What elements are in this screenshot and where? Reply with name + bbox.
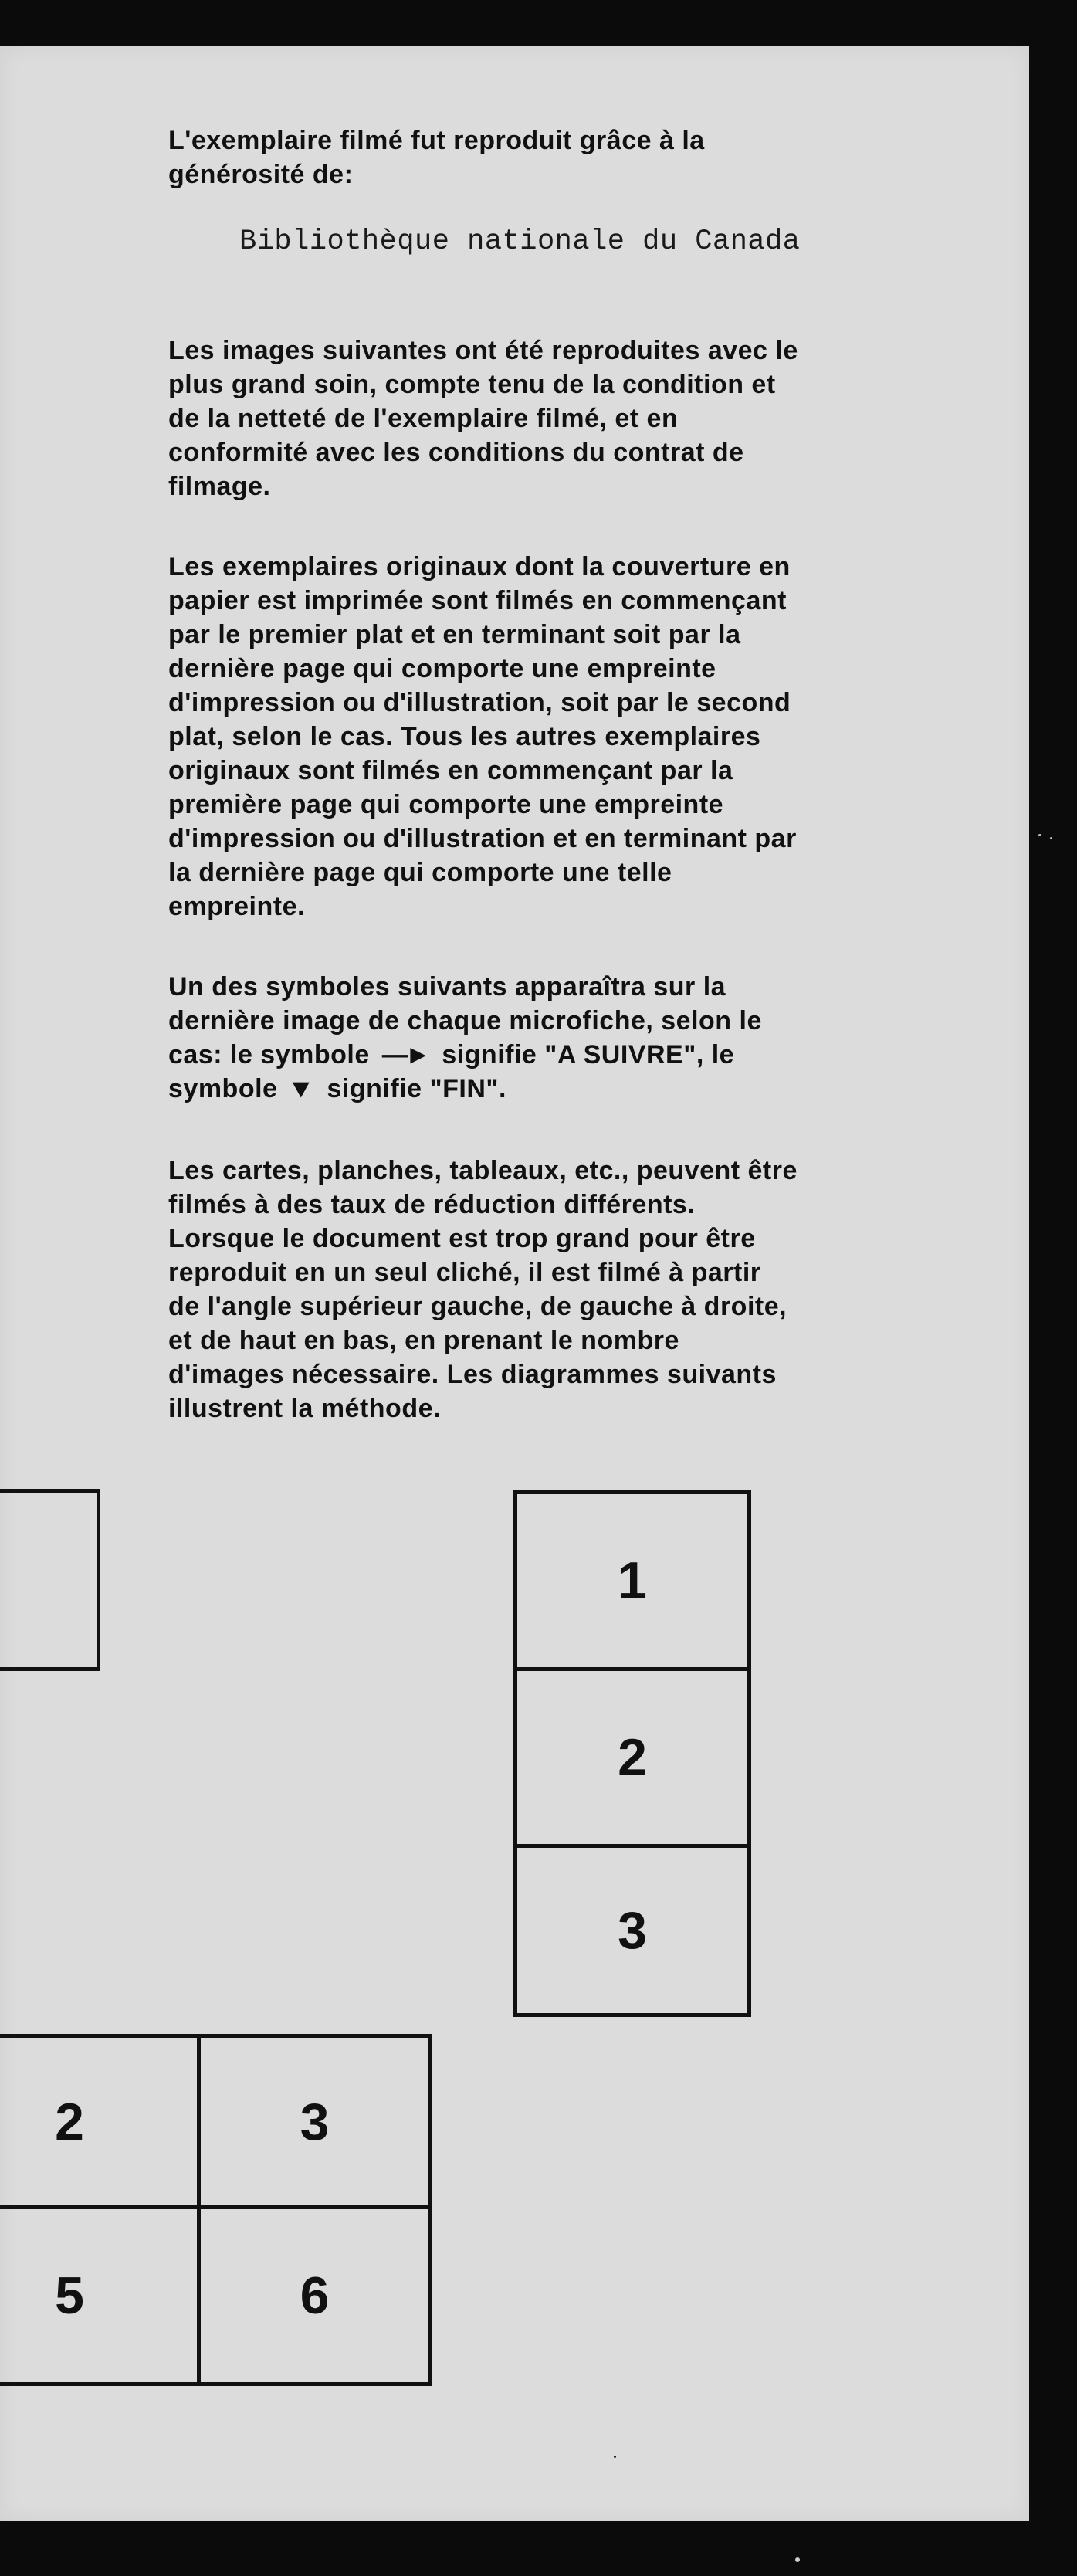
text-fragment: signifie "FIN". <box>327 1074 506 1103</box>
text-fragment: cas: le symbole <box>168 1040 370 1069</box>
text-line: filmage. <box>168 472 271 501</box>
text-line: filmés à des taux de réduction différents. <box>168 1190 696 1219</box>
paragraph-symbols <box>168 970 940 1106</box>
paragraph-quality <box>168 334 940 503</box>
text-line: Les exemplaires originaux dont la couverture en <box>168 552 791 581</box>
frame-number: 3 <box>300 2092 330 2151</box>
frame-number: 3 <box>618 1901 647 1960</box>
text-line: dernière page qui comporte une empreinte <box>168 654 716 683</box>
frame-number: 5 <box>55 2266 84 2325</box>
document-page <box>0 46 1029 2521</box>
text-line: conformité avec les conditions du contrat de <box>168 438 744 467</box>
text-line: illustrent la méthode. <box>168 1394 441 1423</box>
frame-number: 2 <box>55 2092 84 2151</box>
text-line: reproduit en un seul cliché, il est filmé à partir <box>168 1258 761 1287</box>
frame-number: 1 <box>618 1551 647 1610</box>
paragraph-method <box>168 1154 940 1425</box>
intro-text <box>168 124 940 192</box>
text-line: papier est imprimée sont filmés en commençant <box>168 586 787 615</box>
text-line: Lorsque le document est trop grand pour être <box>168 1224 756 1253</box>
text-fragment: symbole <box>168 1074 278 1103</box>
text-line: dernière image de chaque microfiche, selon le <box>168 1006 762 1035</box>
library-credit: Bibliothèque nationale du Canada <box>239 225 801 258</box>
arrow-right-icon: —► <box>381 1040 428 1069</box>
diagram-grid <box>0 2034 432 2386</box>
intro-line-2: générosité de: <box>168 160 354 189</box>
diagram-single-frame <box>0 1489 100 1671</box>
text-fragment: signifie "A SUIVRE", le <box>442 1040 735 1069</box>
text-line: originaux sont filmés en commençant par la <box>168 756 733 785</box>
intro-line-1: L'exemplaire filmé fut reproduit grâce à la <box>168 126 705 155</box>
text-line: empreinte. <box>168 892 305 921</box>
frame-number: 2 <box>618 1728 647 1787</box>
text-line: plat, selon le cas. Tous les autres exemplaires <box>168 722 761 751</box>
text-line: par le premier plat et en terminant soit par la <box>168 620 741 649</box>
text-line: la dernière page qui comporte une telle <box>168 858 672 887</box>
paragraph-originals <box>168 550 940 924</box>
text-line: plus grand soin, compte tenu de la condition et <box>168 370 776 399</box>
text-line: Les cartes, planches, tableaux, etc., peuvent être <box>168 1156 798 1185</box>
text-line <box>168 1072 940 1106</box>
text-line: Les images suivantes ont été reproduites avec le <box>168 336 798 365</box>
text-line: d'images nécessaire. Les diagrammes suivants <box>168 1360 777 1389</box>
frame-number: 6 <box>300 2266 330 2325</box>
triangle-down-icon: ▼ <box>286 1074 317 1103</box>
text-line: de l'angle supérieur gauche, de gauche à droite, <box>168 1292 787 1321</box>
text-line <box>168 1038 940 1072</box>
text-line: et de haut en bas, en prenant le nombre <box>168 1326 679 1355</box>
dust-speck <box>795 2557 800 2562</box>
text-line: d'impression ou d'illustration et en terminant par <box>168 824 797 853</box>
dust-speck <box>1050 837 1052 839</box>
text-line: de la netteté de l'exemplaire filmé, et en <box>168 404 679 433</box>
dust-speck <box>1038 834 1041 836</box>
text-line: Un des symboles suivants apparaîtra sur la <box>168 972 726 1002</box>
text-line: première page qui comporte une empreinte <box>168 790 724 819</box>
diagram-vertical-stack <box>513 1490 751 2017</box>
dust-speck <box>614 2456 616 2458</box>
text-line: d'impression ou d'illustration, soit par le second <box>168 688 791 717</box>
